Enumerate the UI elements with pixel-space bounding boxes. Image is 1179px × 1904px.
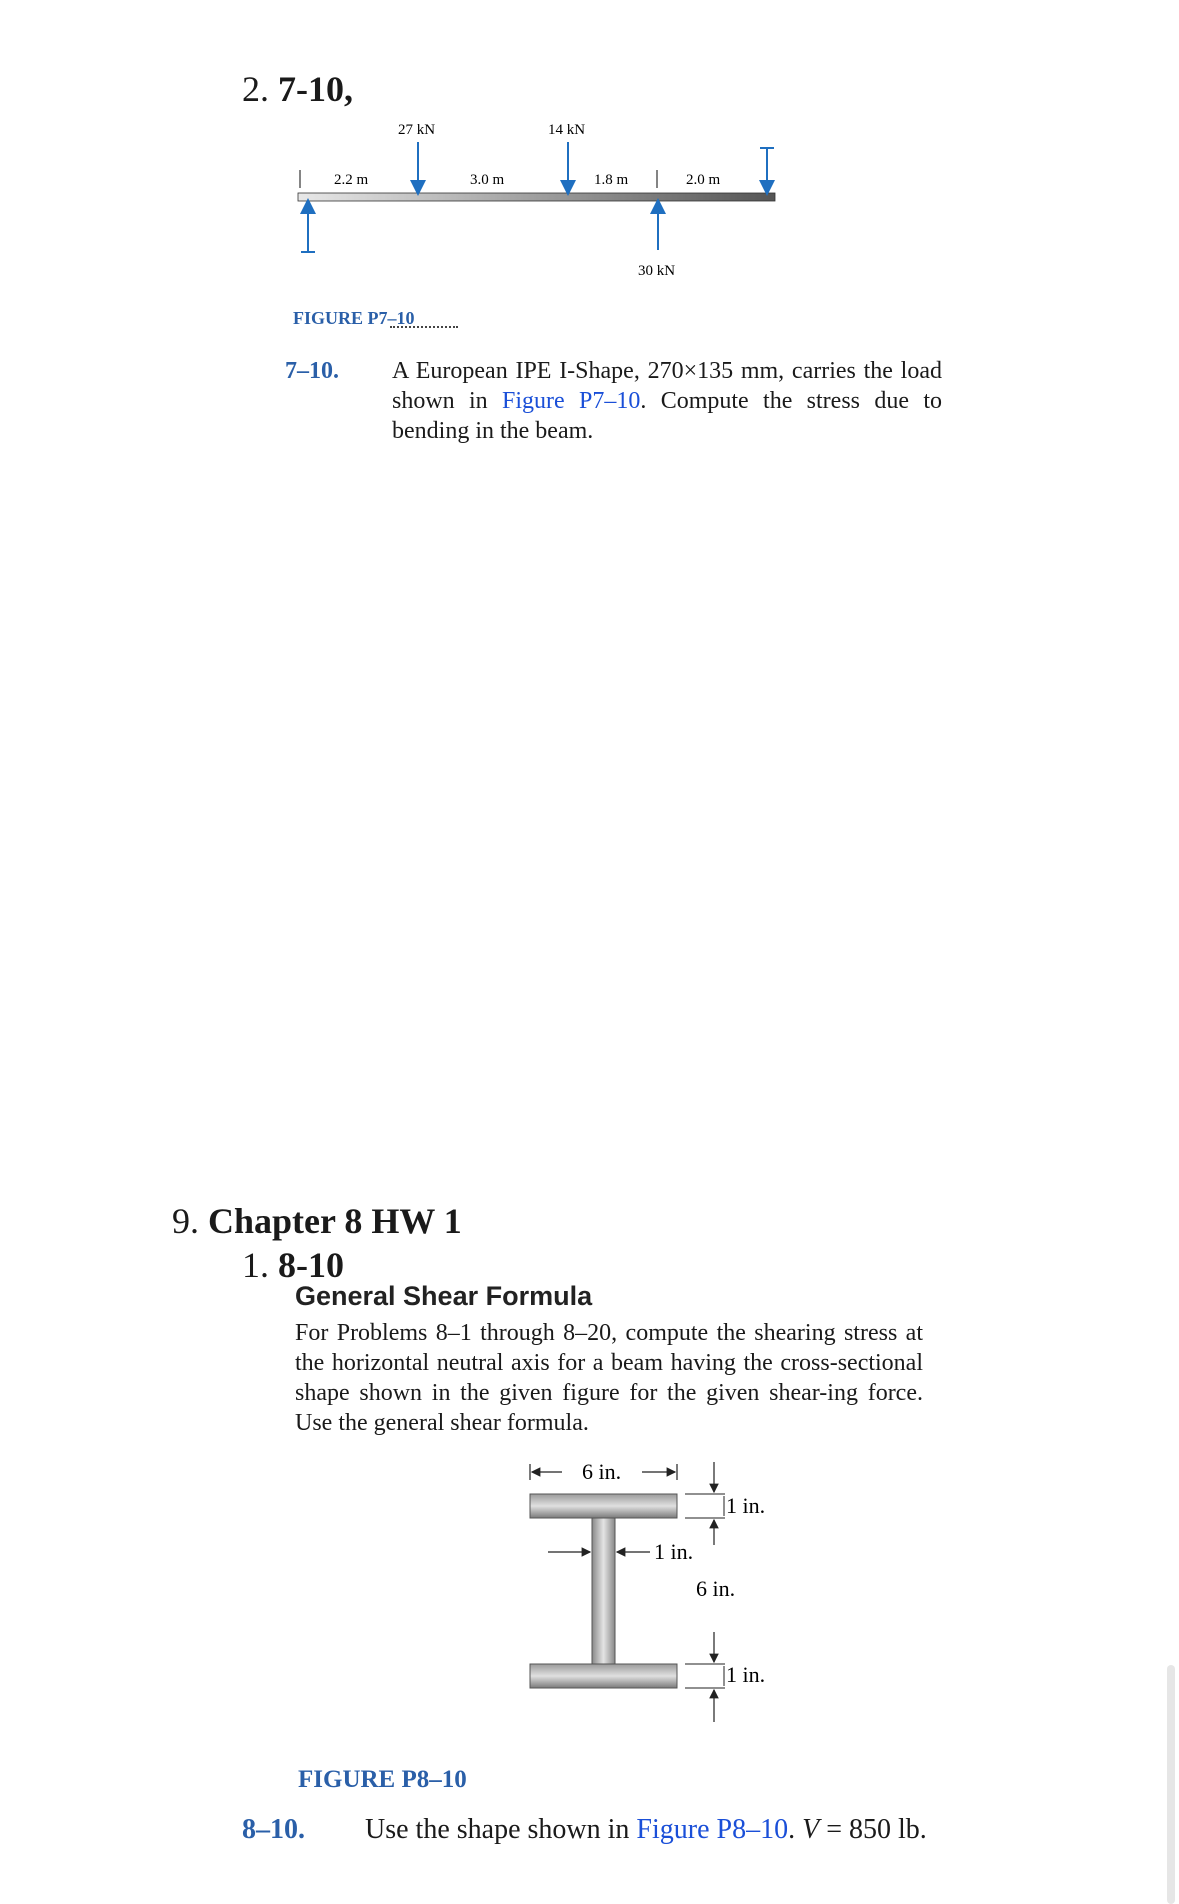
section-title: Chapter 8 HW 1 bbox=[208, 1201, 462, 1241]
top-flange-thickness-label: 1 in. bbox=[726, 1493, 766, 1518]
load-14kn-label: 14 kN bbox=[548, 122, 586, 138]
item-label: 7-10, bbox=[278, 69, 353, 109]
bottom-flange-thickness-label: 1 in. bbox=[726, 1662, 766, 1687]
section-number: 9. bbox=[172, 1201, 199, 1241]
figure-p7-10-caption: FIGURE P7–10 bbox=[293, 308, 415, 328]
load-27kn-label: 27 kN bbox=[398, 122, 436, 138]
shear-force-symbol: V bbox=[802, 1814, 820, 1845]
beam-diagram-p7-10 bbox=[280, 110, 800, 290]
span-3-0-label: 3.0 m bbox=[470, 172, 505, 188]
problem-8-10-number: 8–10. bbox=[242, 1814, 305, 1845]
span-2-0-label: 2.0 m bbox=[686, 172, 721, 188]
shear-force-value: = 850 lb. bbox=[819, 1814, 927, 1845]
width-dimension-label: 6 in. bbox=[582, 1459, 622, 1484]
figure-p8-10-caption: FIGURE P8–10 bbox=[298, 1766, 467, 1793]
problem-8-10-text: Use the shape shown in bbox=[365, 1814, 637, 1845]
figure-p7-10-link[interactable]: Figure P7–10 bbox=[502, 388, 641, 414]
scrollbar[interactable] bbox=[1167, 1665, 1175, 1904]
shear-intro-paragraph: For Problems 8–1 through 8–20, compute the shearing stress at the horizontal neutral axis for a beam having the cross-sectional shape shown in the given figure for the given shear-ing force. Use the general shear formula. bbox=[295, 1320, 923, 1436]
item-number: 1. bbox=[242, 1245, 269, 1285]
figure-p8-10-link[interactable]: Figure P8–10 bbox=[636, 1814, 789, 1845]
item-1-heading bbox=[242, 1244, 344, 1286]
shear-formula-heading: General Shear Formula bbox=[295, 1281, 593, 1311]
bottom-flange bbox=[530, 1664, 677, 1688]
span-2-2-label: 2.2 m bbox=[334, 172, 369, 188]
reaction-30kn-label: 30 kN bbox=[638, 263, 676, 279]
web bbox=[592, 1518, 615, 1664]
beam bbox=[298, 193, 775, 201]
item-label: 8-10 bbox=[278, 1245, 344, 1285]
item-number: 2. bbox=[242, 69, 269, 109]
web-thickness-label: 1 in. bbox=[654, 1539, 694, 1564]
problem-8-10: 8–10. Use the shape shown in Figure P8–10. V = 850 lb. bbox=[242, 1814, 927, 1845]
partial-text-fragment bbox=[390, 326, 458, 334]
item-2-heading bbox=[242, 68, 353, 110]
problem-7-10-text: A European IPE I-Shape, 270×135 mm, carries the load shown in Figure P7–10. Compute the stress due to bending in the beam. bbox=[392, 358, 942, 444]
top-flange bbox=[530, 1494, 677, 1518]
section-9-heading bbox=[172, 1200, 462, 1242]
span-1-8-label: 1.8 m bbox=[594, 172, 629, 188]
web-depth-label: 6 in. bbox=[696, 1576, 736, 1601]
i-beam-cross-section bbox=[520, 1450, 810, 1730]
problem-7-10-number: 7–10. bbox=[285, 358, 339, 384]
